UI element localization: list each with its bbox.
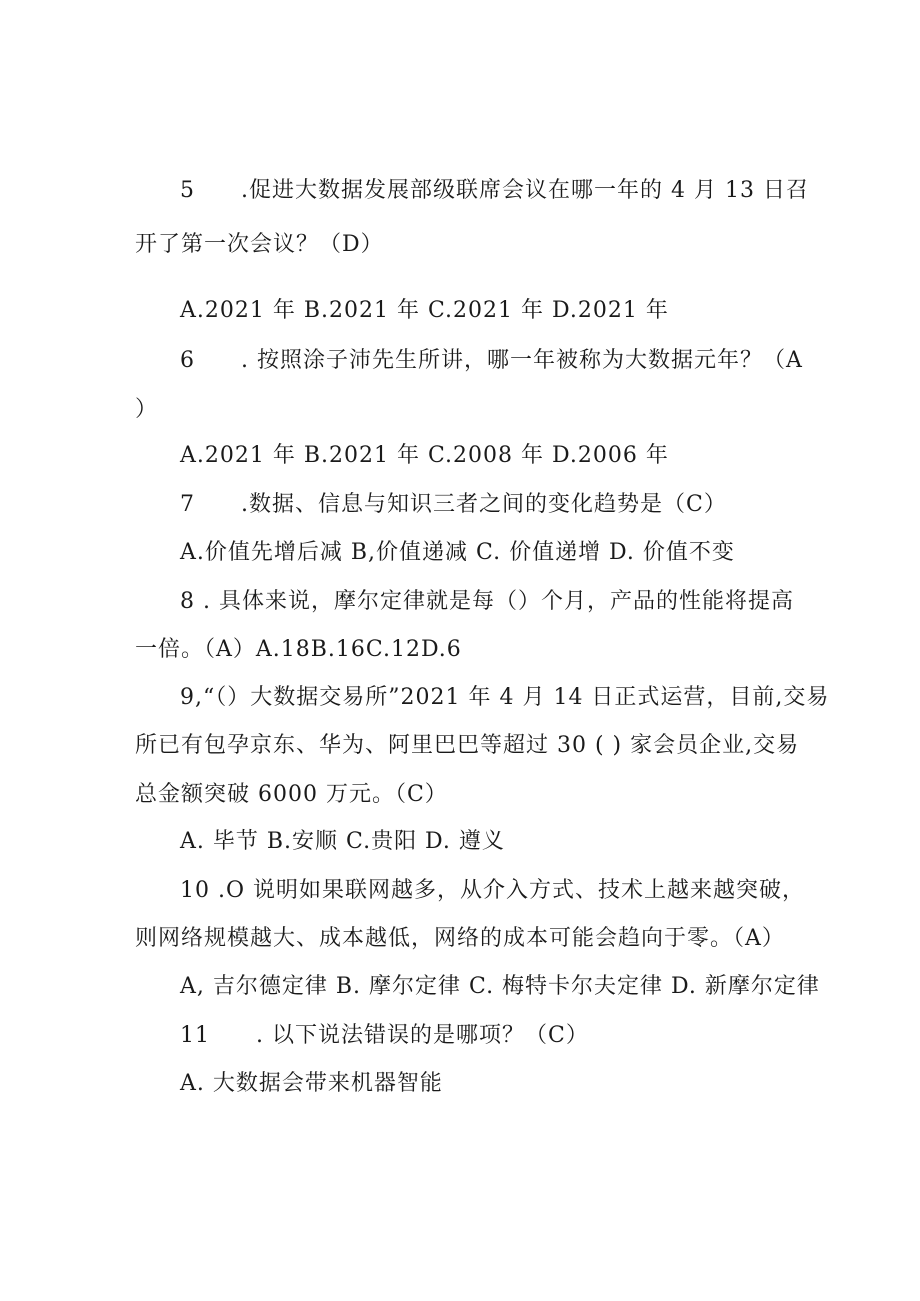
question-8-line-2: 一倍。（A）A.18B.16C.12D.6: [135, 637, 462, 662]
question-7-options: A.价值先增后减 B,价值递减 C. 价值递增 D. 价值不变: [180, 540, 735, 565]
question-10-line-1: 10 .O 说明如果联网越多，从介入方式、技术上越来越突破，: [180, 878, 806, 903]
question-11-option-a: A. 大数据会带来机器智能: [180, 1071, 443, 1096]
question-8-line-1: 8 . 具体来说，摩尔定律就是每（）个月，产品的性能将提高: [180, 589, 794, 614]
question-11-line-1: 11 . 以下说法错误的是哪项？（C）: [180, 1023, 589, 1048]
question-7-line-1: 7 .数据、信息与知识三者之间的变化趋势是（C）: [180, 492, 727, 517]
question-6-line-1: 6 . 按照涂子沛先生所讲，哪一年被称为大数据元年？（A: [180, 348, 803, 373]
question-9-line-1: 9,“（）大数据交易所”2021 年 4 月 14 日正式运营，目前,交易: [180, 685, 830, 710]
question-6-options: A.2021 年 B.2021 年 C.2008 年 D.2006 年: [180, 443, 669, 468]
question-5-options: A.2021 年 B.2021 年 C.2021 年 D.2021 年: [180, 298, 669, 323]
question-10-line-2: 则网络规模越大、成本越低，网络的成本可能会趋向于零。（A）: [135, 926, 785, 951]
question-9-line-2: 所已有包孕京东、华为、阿里巴巴等超过 30 ( ) 家会员企业,交易: [135, 733, 800, 758]
question-10-options: A, 吉尔德定律 B. 摩尔定律 C. 梅特卡尔夫定律 D. 新摩尔定律: [180, 974, 820, 999]
question-5-line-2: 开了第一次会议？（D）: [135, 232, 384, 257]
question-9-line-3: 总金额突破 6000 万元。（C）: [135, 782, 448, 807]
question-9-options: A. 毕节 B.安顺 C.贵阳 D. 遵义: [180, 829, 505, 854]
question-5-line-1: 5 .促进大数据发展部级联席会议在哪一年的 4 月 13 日召: [180, 178, 809, 203]
question-6-line-2: ）: [135, 397, 159, 422]
